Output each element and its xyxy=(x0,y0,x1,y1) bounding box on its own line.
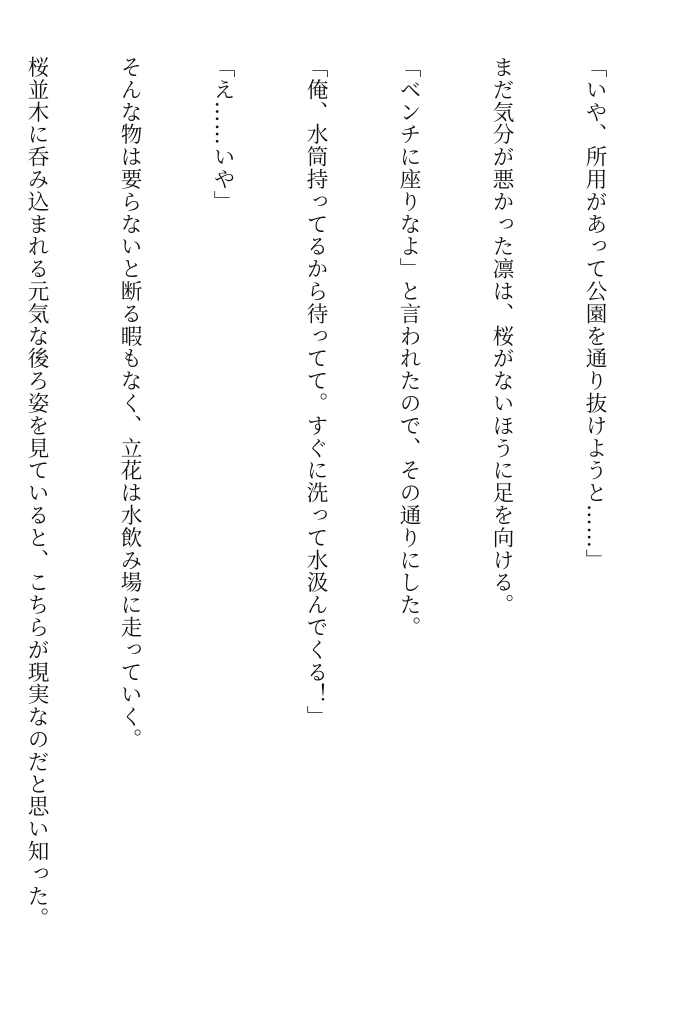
text-line-2: まだ気分が悪かった凛は、桜がないほうに足を向ける。 xyxy=(489,56,514,616)
text-line-4: 「俺、水筒持ってるから待ってて。すぐに洗って水汲んでくる！」 xyxy=(303,56,328,728)
text-line-5: 「え……いや」 xyxy=(210,56,235,213)
text-line-1: 「いや、所用があって公園を通り抜けようと……」 xyxy=(582,56,607,572)
text-line-6: そんな物は要らないと断る暇もなく、立花は水飲み場に走っていく。 xyxy=(117,56,142,751)
text-line-7: 桜並木に呑み込まれる元気な後ろ姿を見ていると、こちらが現実なのだと思い知った。 xyxy=(24,56,49,930)
vertical-text-body xyxy=(0,56,672,961)
text-line-3: 「ベンチに座りなよ」と言われたので、その通りにした。 xyxy=(396,56,421,639)
